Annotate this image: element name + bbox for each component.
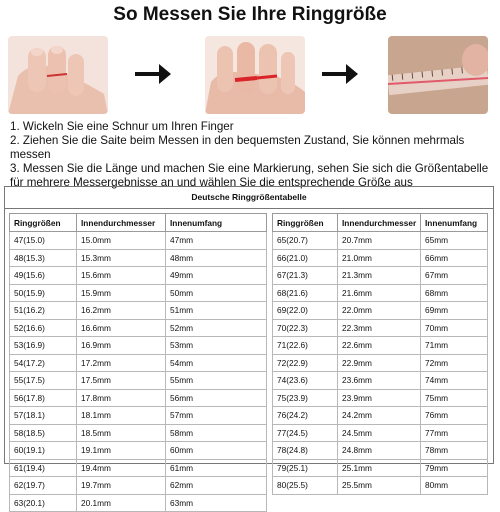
cell-inner-circumference: 80mm	[421, 477, 488, 495]
cell-inner-circumference: 75mm	[421, 389, 488, 407]
header-ring-size: Ringgrößen	[10, 214, 77, 232]
cell-ring-size: 78(24.8)	[273, 442, 338, 460]
table-row	[273, 267, 488, 285]
finger-photo-2	[205, 36, 305, 114]
cell-inner-diameter: 17.8mm	[77, 389, 166, 407]
cell-inner-circumference: 70mm	[421, 319, 488, 337]
table-caption: Deutsche Ringgrößentabelle	[5, 187, 493, 209]
cell-inner-diameter: 23.6mm	[338, 372, 421, 390]
ring-size-table	[4, 186, 494, 508]
cell-inner-diameter: 22.0mm	[338, 302, 421, 320]
table-row	[10, 337, 267, 355]
cell-ring-size: 48(15.3)	[10, 249, 77, 267]
cell-ring-size: 76(24.2)	[273, 407, 338, 425]
cell-ring-size: 62(19.7)	[10, 477, 77, 495]
cell-inner-diameter: 17.2mm	[77, 354, 166, 372]
table-row	[10, 302, 267, 320]
table-row	[10, 372, 267, 390]
cell-ring-size: 52(16.6)	[10, 319, 77, 337]
cell-ring-size: 54(17.2)	[10, 354, 77, 372]
cell-inner-diameter: 24.5mm	[338, 424, 421, 442]
header-inner-circumference: Innenumfang	[166, 214, 267, 232]
table-row	[273, 302, 488, 320]
cell-inner-circumference: 51mm	[166, 302, 267, 320]
header-inner-circumference: Innenumfang	[421, 214, 488, 232]
page-title: So Messen Sie Ihre Ringgröße	[113, 4, 387, 25]
instruction-step-3: 3. Messen Sie die Länge und machen Sie eine Markierung, sehen Sie sich die Größentabelle für mehrere Messergebnisse an und wählen Sie die entsprechende Größe aus	[10, 162, 489, 189]
cell-inner-diameter: 25.1mm	[338, 459, 421, 477]
table-row	[273, 284, 488, 302]
cell-inner-diameter: 15.0mm	[77, 232, 166, 250]
table-row	[10, 389, 267, 407]
cell-inner-circumference: 58mm	[166, 424, 267, 442]
cell-inner-diameter: 25.5mm	[338, 477, 421, 495]
cell-ring-size: 69(22.0)	[273, 302, 338, 320]
cell-inner-diameter: 19.1mm	[77, 442, 166, 460]
table-row	[273, 389, 488, 407]
cell-inner-diameter: 16.9mm	[77, 337, 166, 355]
cell-inner-circumference: 50mm	[166, 284, 267, 302]
cell-inner-diameter: 19.4mm	[77, 459, 166, 477]
cell-inner-circumference: 60mm	[166, 442, 267, 460]
cell-inner-diameter: 18.1mm	[77, 407, 166, 425]
right-arrow-icon	[320, 60, 360, 88]
cell-inner-diameter: 20.1mm	[77, 494, 166, 512]
cell-inner-circumference: 63mm	[166, 494, 267, 512]
cell-ring-size: 70(22.3)	[273, 319, 338, 337]
cell-inner-circumference: 56mm	[166, 389, 267, 407]
cell-inner-diameter: 18.5mm	[77, 424, 166, 442]
cell-inner-circumference: 67mm	[421, 267, 488, 285]
cell-inner-circumference: 53mm	[166, 337, 267, 355]
string-measure-illustration	[205, 36, 305, 114]
cell-inner-circumference: 57mm	[166, 407, 267, 425]
table-row	[273, 354, 488, 372]
cell-ring-size: 79(25.1)	[273, 459, 338, 477]
cell-ring-size: 67(21.3)	[273, 267, 338, 285]
ruler-photo	[388, 36, 488, 114]
cell-inner-circumference: 66mm	[421, 249, 488, 267]
header-inner-diameter: Innendurchmesser	[77, 214, 166, 232]
cell-ring-size: 72(22.9)	[273, 354, 338, 372]
cell-inner-circumference: 78mm	[421, 442, 488, 460]
cell-inner-circumference: 52mm	[166, 319, 267, 337]
cell-inner-circumference: 68mm	[421, 284, 488, 302]
table-header-row	[273, 214, 488, 232]
table-row	[273, 407, 488, 425]
cell-inner-diameter: 23.9mm	[338, 389, 421, 407]
cell-inner-diameter: 15.6mm	[77, 267, 166, 285]
instruction-step-1: 1. Wickeln Sie eine Schnur um Ihren Finger	[10, 120, 234, 133]
table-row	[273, 337, 488, 355]
table-row	[273, 424, 488, 442]
table-row	[10, 407, 267, 425]
table-row	[10, 267, 267, 285]
table-row	[273, 442, 488, 460]
cell-ring-size: 71(22.6)	[273, 337, 338, 355]
cell-ring-size: 51(16.2)	[10, 302, 77, 320]
cell-inner-diameter: 22.6mm	[338, 337, 421, 355]
table-row	[10, 249, 267, 267]
cell-inner-circumference: 48mm	[166, 249, 267, 267]
size-table-left-body	[10, 232, 267, 512]
table-row	[10, 354, 267, 372]
cell-inner-circumference: 77mm	[421, 424, 488, 442]
cell-ring-size: 66(21.0)	[273, 249, 338, 267]
cell-ring-size: 75(23.9)	[273, 389, 338, 407]
cell-inner-circumference: 55mm	[166, 372, 267, 390]
cell-inner-diameter: 20.7mm	[338, 232, 421, 250]
table-row	[10, 319, 267, 337]
table-row	[10, 284, 267, 302]
header-inner-diameter: Innendurchmesser	[338, 214, 421, 232]
cell-inner-circumference: 47mm	[166, 232, 267, 250]
ruler-illustration	[388, 36, 488, 114]
cell-inner-diameter: 24.2mm	[338, 407, 421, 425]
cell-inner-diameter: 21.3mm	[338, 267, 421, 285]
cell-inner-circumference: 65mm	[421, 232, 488, 250]
cell-inner-circumference: 54mm	[166, 354, 267, 372]
size-table-left	[9, 213, 267, 512]
cell-inner-diameter: 21.6mm	[338, 284, 421, 302]
right-arrow-icon	[133, 60, 173, 88]
finger-wrap-illustration	[8, 36, 108, 114]
cell-inner-diameter: 22.3mm	[338, 319, 421, 337]
cell-inner-diameter: 17.5mm	[77, 372, 166, 390]
cell-inner-circumference: 76mm	[421, 407, 488, 425]
cell-ring-size: 63(20.1)	[10, 494, 77, 512]
size-table-right	[272, 213, 488, 495]
cell-inner-diameter: 16.6mm	[77, 319, 166, 337]
cell-inner-circumference: 79mm	[421, 459, 488, 477]
table-row	[10, 477, 267, 495]
cell-ring-size: 50(15.9)	[10, 284, 77, 302]
instruction-step-2: 2. Ziehen Sie die Saite beim Messen in den bequemsten Zustand, Sie können mehrmals messen	[10, 134, 465, 161]
table-header-row	[10, 214, 267, 232]
table-row	[273, 232, 488, 250]
table-row	[273, 249, 488, 267]
table-row	[273, 477, 488, 495]
table-row	[10, 232, 267, 250]
cell-inner-diameter: 15.9mm	[77, 284, 166, 302]
cell-ring-size: 65(20.7)	[273, 232, 338, 250]
cell-inner-diameter: 15.3mm	[77, 249, 166, 267]
cell-ring-size: 74(23.6)	[273, 372, 338, 390]
size-table-right-body	[273, 232, 488, 495]
cell-inner-diameter: 21.0mm	[338, 249, 421, 267]
cell-ring-size: 56(17.8)	[10, 389, 77, 407]
table-row	[273, 319, 488, 337]
header-ring-size: Ringgrößen	[273, 214, 338, 232]
cell-inner-circumference: 62mm	[166, 477, 267, 495]
instructions	[10, 120, 494, 190]
cell-ring-size: 58(18.5)	[10, 424, 77, 442]
cell-ring-size: 47(15.0)	[10, 232, 77, 250]
cell-ring-size: 60(19.1)	[10, 442, 77, 460]
cell-inner-circumference: 69mm	[421, 302, 488, 320]
cell-inner-circumference: 72mm	[421, 354, 488, 372]
cell-inner-diameter: 16.2mm	[77, 302, 166, 320]
cell-inner-diameter: 24.8mm	[338, 442, 421, 460]
table-row	[273, 372, 488, 390]
finger-photo-1	[8, 36, 108, 114]
cell-ring-size: 80(25.5)	[273, 477, 338, 495]
cell-inner-circumference: 49mm	[166, 267, 267, 285]
cell-ring-size: 77(24.5)	[273, 424, 338, 442]
cell-ring-size: 57(18.1)	[10, 407, 77, 425]
cell-ring-size: 68(21.6)	[273, 284, 338, 302]
table-row	[10, 442, 267, 460]
cell-inner-diameter: 22.9mm	[338, 354, 421, 372]
cell-inner-circumference: 61mm	[166, 459, 267, 477]
cell-ring-size: 61(19.4)	[10, 459, 77, 477]
cell-inner-circumference: 74mm	[421, 372, 488, 390]
cell-ring-size: 53(16.9)	[10, 337, 77, 355]
cell-ring-size: 55(17.5)	[10, 372, 77, 390]
cell-ring-size: 49(15.6)	[10, 267, 77, 285]
cell-inner-circumference: 71mm	[421, 337, 488, 355]
table-row	[10, 424, 267, 442]
cell-inner-diameter: 19.7mm	[77, 477, 166, 495]
table-row	[10, 494, 267, 512]
